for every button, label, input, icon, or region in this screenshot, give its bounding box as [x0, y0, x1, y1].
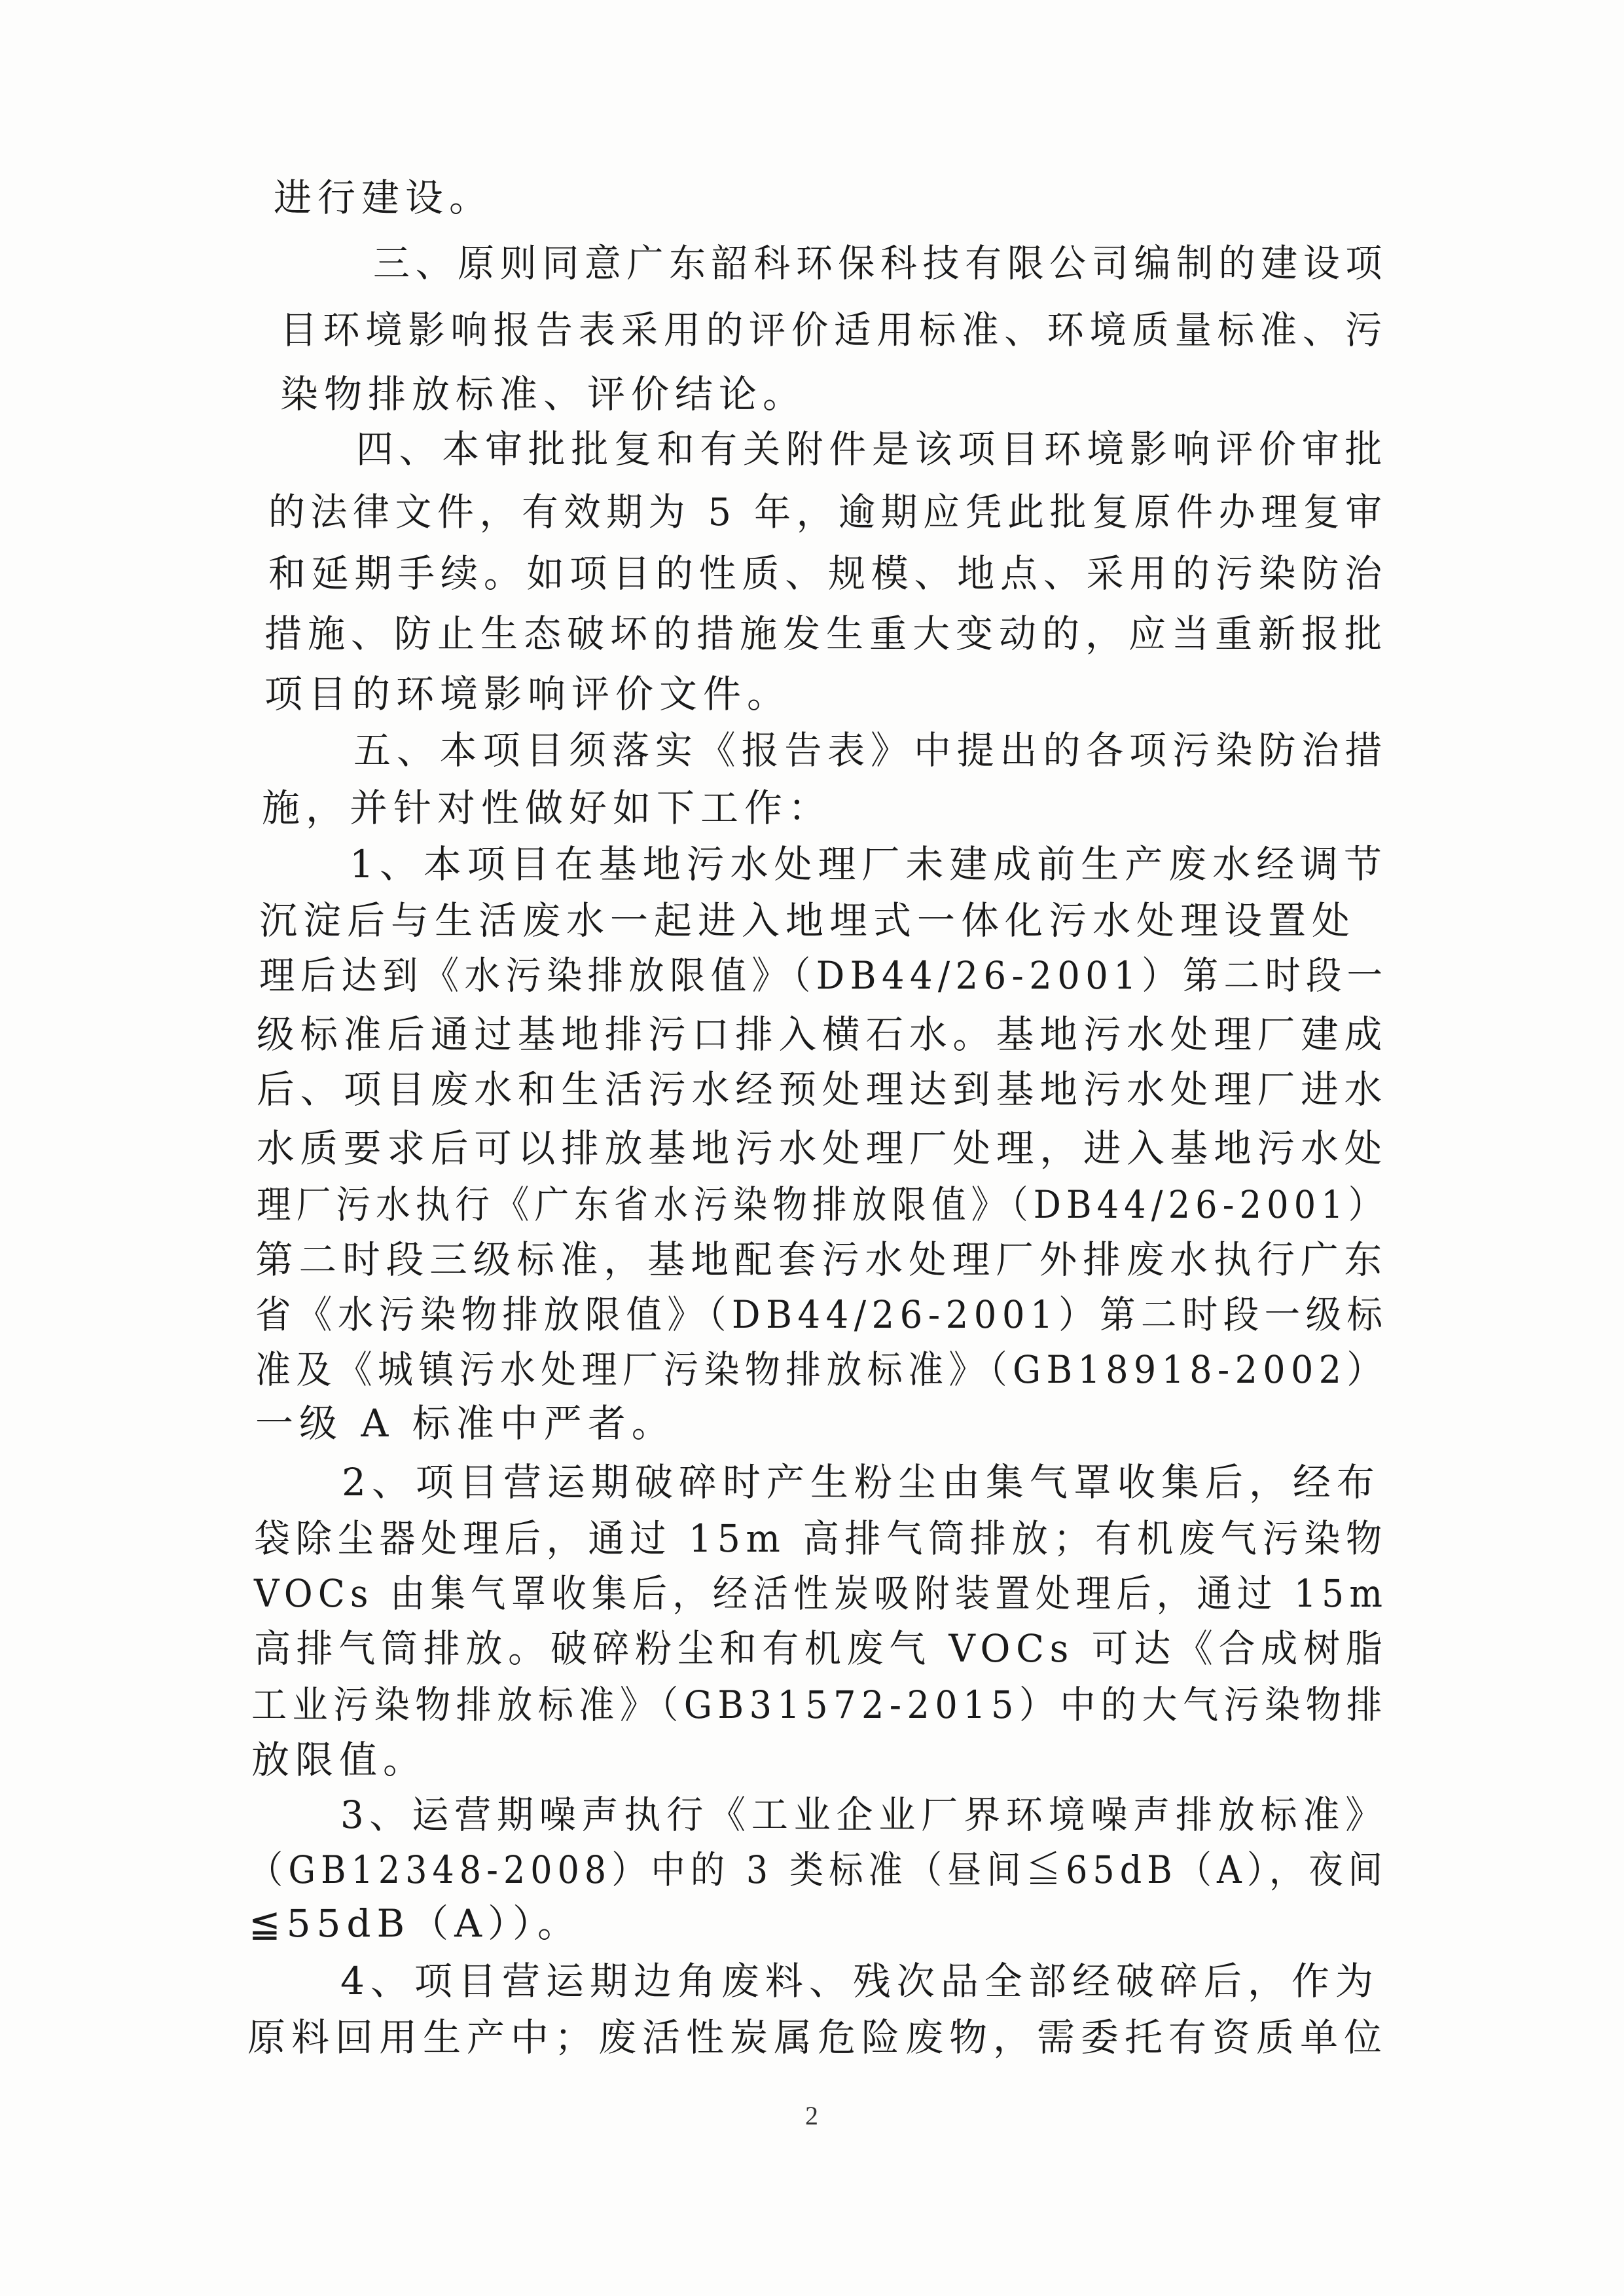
text-line: 理厂污水执行《广东省水污染物排放限值》（DB44/26-2001）: [257, 1182, 1388, 1227]
text-line: 四、本审批批复和有关附件是该项目环境影响评价审批: [356, 427, 1388, 471]
text-line: 级标准后通过基地排污口排入横石水。基地污水处理厂建成: [257, 1012, 1388, 1057]
text-line: 准及《城镇污水处理厂污染物排放标准》（GB18918-2002）: [255, 1347, 1388, 1392]
text-line: 3、运营期噪声执行《工业企业厂界环境噪声排放标准》: [340, 1793, 1388, 1837]
text-line: 进行建设。: [274, 175, 494, 220]
text-line: 工业污染物排放标准》（GB31572-2015）中的大气污染物排: [251, 1683, 1388, 1727]
text-line: 项目的环境影响评价文件。: [264, 672, 791, 716]
text-line: 后、项目废水和生活污水经预处理达到基地污水处理厂进水: [257, 1067, 1388, 1112]
text-line: 2、项目营运期破碎时产生粉尘由集气罩收集后，经布: [342, 1460, 1380, 1504]
text-line: 和延期手续。如项目的性质、规模、地点、采用的污染防治: [268, 551, 1388, 596]
text-line: 放限值。: [251, 1738, 427, 1782]
text-line: 省《水污染物排放限值》（DB44/26-2001）第二时段一级标: [255, 1292, 1388, 1337]
text-line: 三、原则同意广东韶科环保科技有限公司编制的建设项: [373, 241, 1388, 285]
text-line: 袋除尘器处理后，通过 15m 高排气筒排放；有机废气污染物: [254, 1516, 1388, 1561]
text-line: 施，并针对性做好如下工作：: [262, 786, 833, 830]
text-line: 染物排放标准、评价结论。: [280, 372, 807, 416]
text-line: 1、本项目在基地污水处理厂未建成前生产废水经调节: [350, 842, 1388, 886]
text-line: 理后达到《水污染排放限值》（DB44/26-2001）第二时段一: [259, 953, 1388, 998]
text-line: （GB12348-2008）中的 3 类标准（昼间≦65dB（A），夜间: [249, 1848, 1388, 1892]
text-line: 第二时段三级标准，基地配套污水处理厂外排废水执行广东: [255, 1237, 1388, 1282]
text-line: 高排气筒排放。破碎粉尘和有机废气 VOCs 可达《合成树脂: [254, 1626, 1388, 1671]
text-line: 沉淀后与生活废水一起进入地埋式一体化污水处理设置处: [259, 898, 1356, 943]
text-line: 水质要求后可以排放基地污水处理厂处理，进入基地污水处: [257, 1126, 1388, 1171]
text-line: 措施、防止生态破坏的措施发生重大变动的，应当重新报批: [264, 611, 1388, 656]
text-line: 一级 A 标准中严者。: [255, 1401, 676, 1446]
text-line: 五、本项目须落实《报告表》中提出的各项污染防治措: [353, 728, 1388, 773]
text-line: 4、项目营运期边角废料、残次品全部经破碎后，作为: [340, 1959, 1379, 2003]
text-line: VOCs 由集气罩收集后，经活性炭吸附装置处理后，通过 15m: [254, 1571, 1388, 1616]
page-number: 2: [805, 2101, 818, 2130]
text-line: 目环境影响报告表采用的评价适用标准、环境质量标准、污: [280, 308, 1388, 352]
text-line: 的法律文件，有效期为 5 年，逾期应凭此批复原件办理复审: [268, 490, 1388, 534]
text-line: 原料回用生产中；废活性炭属危险废物，需委托有资质单位: [247, 2015, 1388, 2060]
text-line: ≦55dB（A））。: [249, 1901, 582, 1946]
